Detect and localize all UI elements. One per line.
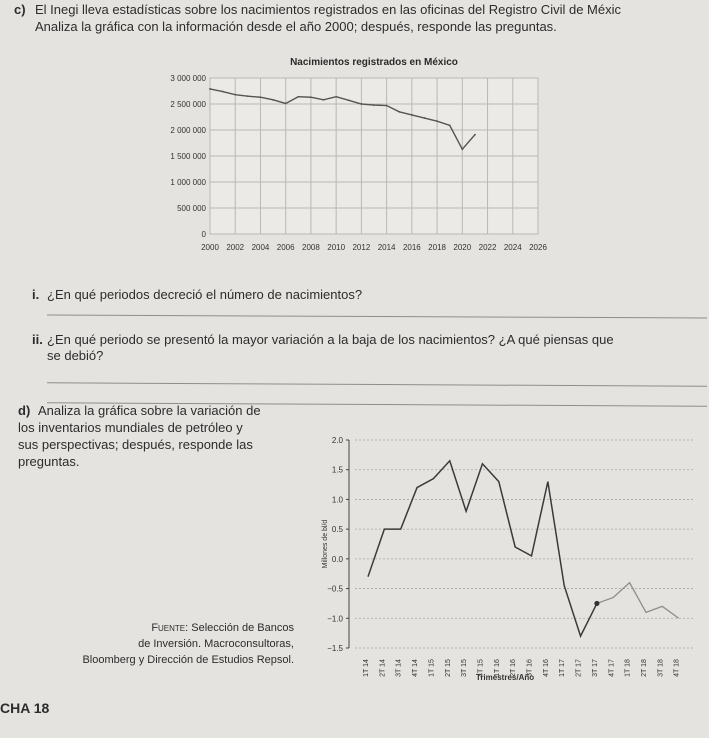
- y-tick-label: 0: [201, 230, 206, 239]
- y-tick-label: −1.0: [327, 614, 343, 624]
- x-tick-label: 2004: [251, 243, 270, 252]
- section-c-instruction-line1: El Inegi lleva estadísticas sobre los nacimientos registrados en las oficinas del Registro Civil de Méxic: [35, 2, 621, 17]
- births-line-chart: [150, 52, 550, 264]
- data-point: [398, 111, 400, 113]
- forecast-series-line: [597, 583, 679, 619]
- section-d-letter: d): [18, 403, 31, 418]
- source-line1: [100, 620, 294, 636]
- question-ii-marker: ii.: [32, 332, 43, 347]
- x-tick-label: 1T 18: [624, 659, 632, 677]
- y-tick-label: 1 500 000: [170, 152, 206, 161]
- data-point: [373, 104, 375, 106]
- y-tick-label: 500 000: [177, 204, 206, 213]
- page-footer: CHA 18: [0, 700, 50, 716]
- x-tick-label: 3T 16: [526, 659, 534, 677]
- y-tick-label: 1.0: [331, 495, 343, 505]
- y-tick-label: 2.0: [331, 436, 343, 445]
- answer-line: [47, 382, 707, 386]
- x-tick-label: 1T 14: [363, 659, 370, 677]
- section-d-line3: sus perspectivas; después, responde las: [18, 437, 253, 452]
- data-point: [310, 96, 312, 98]
- x-tick-label: 4T 14: [412, 659, 420, 677]
- x-tick-label: 2022: [478, 243, 497, 252]
- data-point: [297, 96, 299, 98]
- x-tick-label: 1T 15: [428, 659, 436, 677]
- data-point: [222, 91, 224, 93]
- series-junction-point: [594, 601, 599, 606]
- y-tick-label: 3 000 000: [170, 74, 206, 83]
- y-tick-label: 2 500 000: [170, 100, 206, 109]
- data-point: [234, 94, 236, 96]
- data-point: [272, 99, 274, 101]
- source-line3: Bloomberg y Dirección de Estudios Repsol.: [82, 654, 294, 666]
- source-text-1: Selección de Bancos: [191, 622, 294, 634]
- x-tick-label: 2020: [453, 243, 472, 252]
- question-ii-line2: se debió?: [47, 348, 104, 363]
- data-point: [285, 103, 287, 105]
- data-point: [348, 99, 350, 101]
- y-axis-label: Millones de bl/d: [322, 519, 329, 569]
- x-tick-label: 2002: [226, 243, 245, 252]
- x-tick-label: 1T 16: [493, 659, 501, 677]
- x-tick-label: 1T 17: [559, 659, 567, 677]
- section-c-instruction-line2: Analiza la gráfica con la información desde el año 2000; después, responde las preguntas.: [35, 19, 557, 34]
- section-d-line1: Analiza la gráfica sobre la variación de: [38, 403, 261, 418]
- x-tick-label: 3T 17: [591, 659, 599, 677]
- data-point: [474, 134, 476, 136]
- y-tick-label: 0.0: [331, 554, 343, 564]
- x-tick-label: 2014: [377, 243, 396, 252]
- x-tick-label: 4T 18: [673, 659, 681, 677]
- question-ii-line1: ¿En qué periodo se presentó la mayor variación a la baja de los nacimientos? ¿A qué piensas que: [47, 332, 614, 347]
- section-c-letter: c): [14, 2, 26, 17]
- data-point: [449, 124, 451, 126]
- x-tick-label: 4T 15: [477, 659, 485, 677]
- x-tick-label: 2T 18: [640, 659, 648, 677]
- x-tick-label: 2024: [503, 243, 522, 252]
- source-label: Fuente:: [151, 622, 189, 634]
- data-point: [360, 103, 362, 105]
- x-tick-label: 2008: [302, 243, 320, 252]
- data-point: [386, 105, 388, 107]
- x-tick-label: 2016: [402, 243, 421, 252]
- data-point: [260, 96, 262, 98]
- x-tick-label: 3T 15: [461, 659, 469, 677]
- data-point: [247, 95, 249, 97]
- x-tick-label: 3T 14: [395, 659, 403, 677]
- y-tick-label: −1.5: [327, 644, 343, 653]
- data-point: [461, 148, 463, 150]
- x-tick-label: 4T 16: [542, 659, 550, 677]
- data-point: [335, 96, 337, 98]
- x-tick-label: 2T 14: [379, 659, 387, 677]
- y-tick-label: −0.5: [327, 584, 343, 594]
- x-tick-label: 2012: [352, 243, 371, 252]
- x-tick-label: 2T 16: [510, 659, 518, 677]
- data-point: [424, 117, 426, 119]
- question-i-marker: i.: [32, 287, 40, 302]
- oil-inventory-chart: [300, 420, 705, 712]
- section-d-line2: los inventarios mundiales de petróleo y: [18, 420, 243, 435]
- data-point: [209, 88, 211, 90]
- x-tick-label: 2010: [327, 243, 346, 252]
- y-tick-label: 2 000 000: [170, 126, 206, 135]
- x-tick-label: 2000: [201, 243, 219, 252]
- data-point: [436, 120, 438, 122]
- inventory-series-line: [368, 461, 597, 636]
- y-tick-label: 1.5: [331, 465, 343, 475]
- answer-line: [47, 315, 707, 319]
- x-tick-label: 4T 17: [608, 659, 616, 677]
- question-i-text: ¿En qué periodos decreció el número de nacimientos?: [47, 287, 363, 302]
- x-tick-label: 2006: [276, 243, 295, 252]
- y-tick-label: 1 000 000: [170, 178, 206, 187]
- data-point: [323, 99, 325, 101]
- chart-title: Nacimientos registrados en México: [290, 57, 458, 68]
- x-tick-label: 2026: [529, 243, 547, 252]
- y-tick-label: 0.5: [331, 525, 343, 535]
- x-tick-label: 2T 15: [444, 659, 452, 677]
- x-tick-label: 3T 18: [657, 659, 665, 677]
- x-axis-label: Trimestres/Año: [475, 673, 535, 682]
- data-point: [411, 114, 413, 116]
- x-tick-label: 2T 17: [575, 659, 583, 677]
- section-d-line4: preguntas.: [18, 454, 80, 469]
- source-line2: de Inversión. Macroconsultoras,: [138, 638, 294, 650]
- x-tick-label: 2018: [428, 243, 446, 252]
